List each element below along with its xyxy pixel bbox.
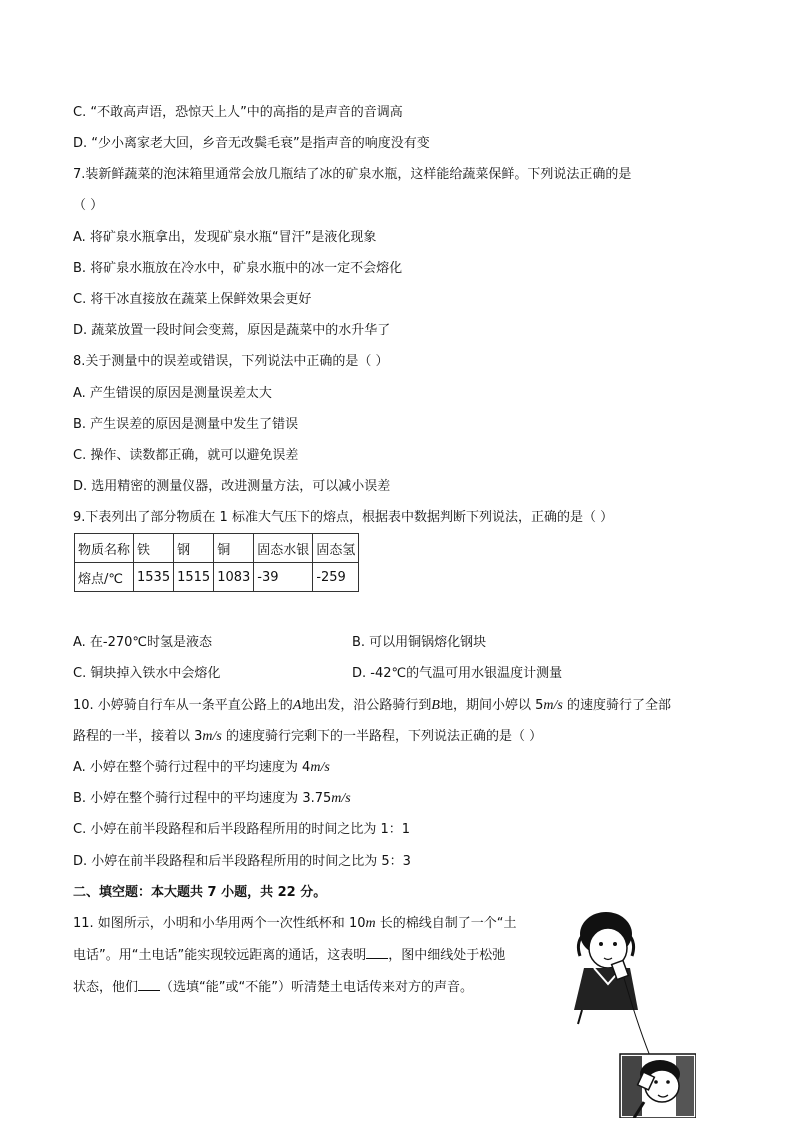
table-cell: 1515 [174, 563, 214, 592]
q10-option-c: C. 小婷在前半段路程和后半段路程所用的时间之比为 1：1 [73, 822, 411, 837]
table-cell: 物质名称 [75, 534, 134, 563]
q11-text: 长的棉线自制了一个“土 [375, 916, 517, 931]
q7-option-c: C. 将干冰直接放在蔬菜上保鲜效果会更好 [73, 292, 312, 307]
q6-option-d: D. “少小离家老大回，乡音无改鬓毛衰”是指声音的响度没有变 [73, 136, 430, 151]
q10-text: 地，期间小婷以 5 [439, 698, 544, 713]
table-cell: 1535 [134, 563, 174, 592]
q10-option-text: B. 小婷在整个骑行过程中的平均速度为 3.75 [73, 791, 332, 806]
q8-option-a: A. 产生错误的原因是测量误差太大 [73, 386, 272, 401]
table-cell: -259 [313, 563, 359, 592]
q10-text: 路程的一半，接着以 3 [73, 729, 203, 744]
unit-label: m/s [202, 729, 222, 744]
q10-text: 的速度骑行了全部 [562, 698, 671, 713]
q11-text: 电话”。用“土电话”能实现较远距离的通话，这表明 [73, 948, 367, 963]
q9-option-b: B. 可以用铜锅熔化钢块 [352, 635, 487, 650]
q11-line3 [73, 978, 473, 997]
q11-text: 状态，他们 [73, 980, 139, 995]
unit-label: m/s [310, 760, 330, 775]
q8-stem: 8.关于测量中的误差或错误，下列说法中正确的是（ ） [73, 354, 389, 369]
table-cell: 熔点/℃ [75, 563, 134, 592]
q11-text: 11. 如图所示，小明和小华用两个一次性纸杯和 10 [73, 916, 366, 931]
girl-figure [574, 912, 638, 1024]
tin-can-telephone-illustration [568, 906, 696, 1118]
q11-text: （选填“能”或“不能”）听清楚土电话传来对方的声音。 [160, 980, 473, 995]
q8-option-b: B. 产生误差的原因是测量中发生了错误 [73, 417, 299, 432]
point-b-label: B [431, 698, 440, 713]
q7-option-a: A. 将矿泉水瓶拿出，发现矿泉水瓶“冒汗”是液化现象 [73, 230, 377, 245]
q10-stem-line1 [73, 697, 671, 715]
q9-option-d: D. -42℃的气温可用水银温度计测量 [352, 666, 563, 681]
answer-blank[interactable] [138, 978, 160, 991]
q10-option-text: A. 小婷在整个骑行过程中的平均速度为 4 [73, 760, 311, 775]
table-cell: 固态水银 [254, 534, 313, 563]
table-cell: -39 [254, 563, 313, 592]
table-header-row [75, 534, 359, 563]
q10-option-a [73, 759, 330, 777]
q7-option-d: D. 蔬菜放置一段时间会变蔫，原因是蔬菜中的水升华了 [73, 323, 391, 338]
q11-line1 [73, 915, 516, 933]
q7-stem: 7.装新鲜蔬菜的泡沫箱里通常会放几瓶结了冰的矿泉水瓶，这样能给蔬菜保鲜。下列说法正确的是 [73, 167, 632, 182]
point-a-label: A [292, 698, 302, 713]
q10-option-d: D. 小婷在前半段路程和后半段路程所用的时间之比为 5：3 [73, 854, 411, 869]
q8-option-d: D. 选用精密的测量仪器，改进测量方法，可以减小误差 [73, 479, 391, 494]
table-cell: 1083 [214, 563, 254, 592]
q10-text: 的速度骑行完剩下的一半路程，下列说法正确的是（ ） [221, 729, 543, 744]
q10-stem-line2 [73, 728, 542, 746]
q7-option-b: B. 将矿泉水瓶放在冷水中，矿泉水瓶中的冰一定不会熔化 [73, 261, 403, 276]
unit-label: m [365, 916, 376, 931]
answer-blank[interactable] [366, 946, 388, 959]
table-cell: 铜 [214, 534, 254, 563]
table-cell: 钢 [174, 534, 214, 563]
section-heading: 二、填空题：本大题共 7 小题，共 22 分。 [73, 885, 327, 900]
string-line [624, 978, 650, 1056]
unit-label: m/s [331, 791, 351, 806]
q7-answer-paren: （ ） [73, 198, 104, 213]
melting-point-table [74, 533, 359, 592]
boy-figure [620, 1054, 696, 1118]
q8-option-c: C. 操作、读数都正确，就可以避免误差 [73, 448, 299, 463]
q10-text: 地出发，沿公路骑行到 [301, 698, 432, 713]
q9-option-a: A. 在-270℃时氢是液态 [73, 635, 213, 650]
table-cell: 铁 [134, 534, 174, 563]
unit-label: m/s [543, 698, 563, 713]
q6-option-c: C. “不敢高声语，恐惊天上人”中的高指的是声音的音调高 [73, 105, 403, 120]
q11-text: ，图中细线处于松弛 [388, 948, 506, 963]
table-row [75, 563, 359, 592]
table-cell: 固态氢 [313, 534, 359, 563]
q10-text: 10. 小婷骑自行车从一条平直公路上的 [73, 698, 293, 713]
q11-line2 [73, 946, 505, 965]
q10-option-b [73, 790, 351, 808]
q9-stem: 9.下表列出了部分物质在 1 标准大气压下的熔点，根据表中数据判断下列说法，正确的是（ ） [73, 510, 614, 525]
q9-option-c: C. 铜块掉入铁水中会熔化 [73, 666, 221, 681]
